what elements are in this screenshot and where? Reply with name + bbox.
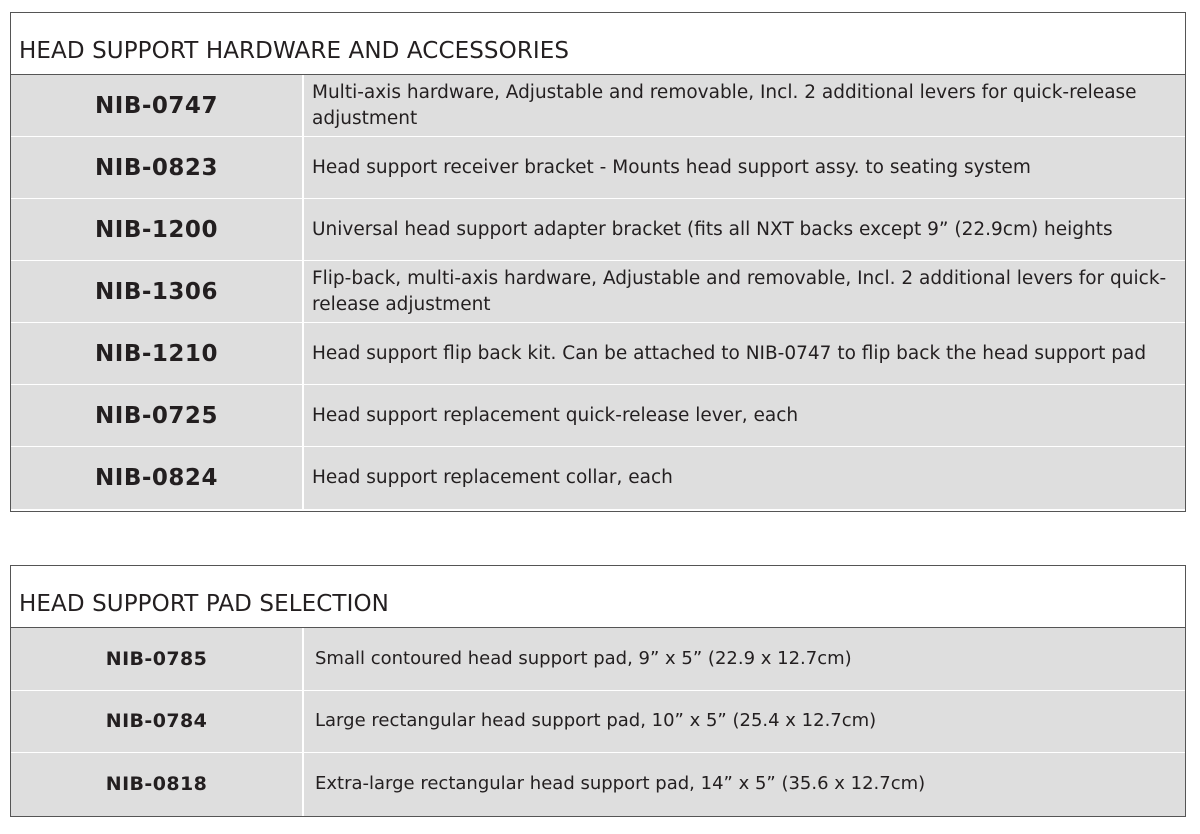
table-row bbox=[11, 691, 1185, 754]
table-row bbox=[11, 385, 1185, 447]
part-description: Head support flip back kit. Can be attached to NIB-0747 to flip back the head support pad bbox=[312, 342, 1147, 364]
table-row bbox=[11, 137, 1185, 199]
part-number: NIB-0725 bbox=[11, 385, 304, 446]
part-description: Small contoured head support pad, 9” x 5” (22.9 x 12.7cm) bbox=[315, 647, 852, 669]
table-row bbox=[11, 261, 1185, 323]
part-description: Head support replacement quick-release lever, each bbox=[312, 404, 799, 426]
part-number: NIB-0747 bbox=[11, 75, 304, 136]
part-number: NIB-1200 bbox=[11, 199, 304, 260]
part-number: NIB-0818 bbox=[11, 753, 304, 816]
hardware-table-title: HEAD SUPPORT HARDWARE AND ACCESSORIES bbox=[11, 13, 1185, 75]
part-description: Multi-axis hardware, Adjustable and removable, Incl. 2 additional levers for quick-release adjustment bbox=[312, 81, 1137, 129]
table-row bbox=[11, 628, 1185, 691]
hardware-table bbox=[10, 12, 1186, 512]
part-description: Extra-large rectangular head support pad, 14” x 5” (35.6 x 12.7cm) bbox=[315, 773, 926, 795]
pad-selection-table bbox=[10, 565, 1186, 817]
part-number: NIB-1306 bbox=[11, 261, 304, 322]
part-description: Universal head support adapter bracket (fits all NXT backs except 9” (22.9cm) heights bbox=[312, 218, 1113, 240]
part-number: NIB-0785 bbox=[11, 628, 304, 690]
part-description: Flip-back, multi-axis hardware, Adjustable and removable, Incl. 2 additional levers for quick-release adjustment bbox=[312, 267, 1167, 315]
part-description: Large rectangular head support pad, 10” x 5” (25.4 x 12.7cm) bbox=[315, 710, 877, 732]
part-number: NIB-0784 bbox=[11, 691, 304, 753]
table-row bbox=[11, 447, 1185, 509]
table-row bbox=[11, 753, 1185, 816]
part-number: NIB-0823 bbox=[11, 137, 304, 198]
table-row bbox=[11, 199, 1185, 261]
table-row bbox=[11, 75, 1185, 137]
table-row bbox=[11, 323, 1185, 385]
part-description: Head support receiver bracket - Mounts head support assy. to seating system bbox=[312, 156, 1031, 178]
part-number: NIB-0824 bbox=[11, 447, 304, 509]
part-description: Head support replacement collar, each bbox=[312, 467, 673, 488]
pad-table-title: HEAD SUPPORT PAD SELECTION bbox=[11, 566, 1185, 628]
part-number: NIB-1210 bbox=[11, 323, 304, 384]
